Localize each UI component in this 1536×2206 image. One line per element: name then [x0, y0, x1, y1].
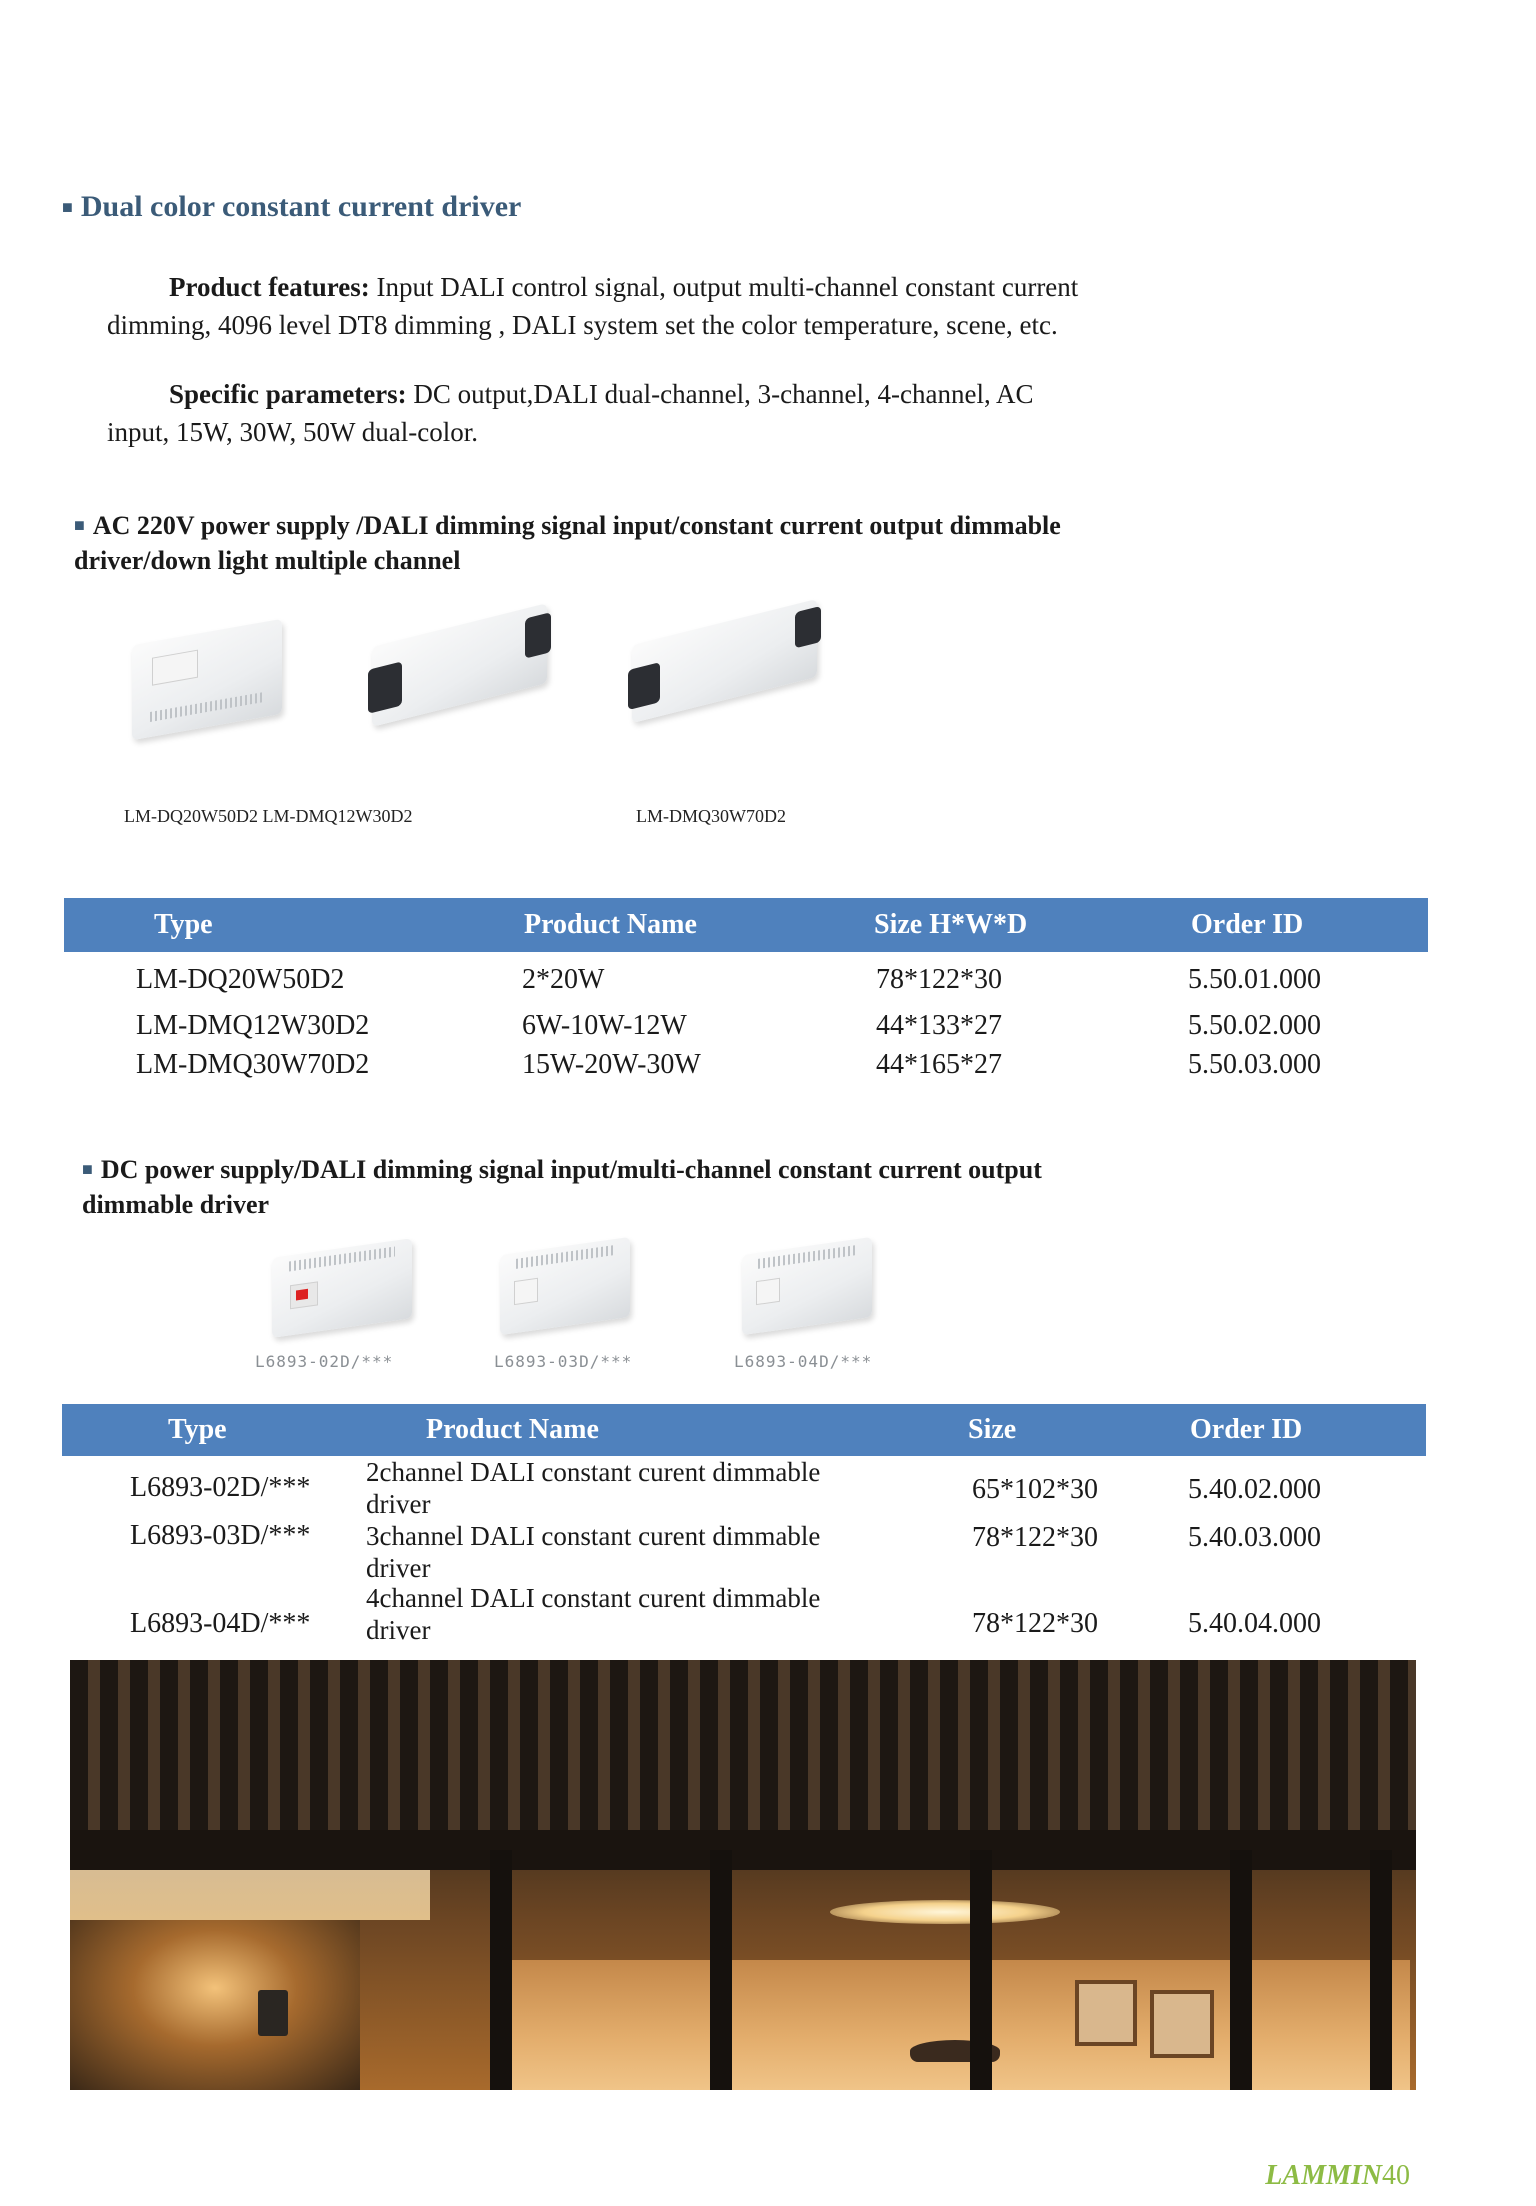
type-cell: LM-DMQ12W30D2	[136, 1010, 370, 1041]
column-header: Size H*W*D	[874, 909, 1028, 940]
square-bullet-icon: ■	[62, 197, 73, 217]
square-bullet-icon: ■	[82, 1159, 93, 1179]
parameters-text-line2: input, 15W, 30W, 50W dual-color.	[107, 417, 478, 447]
type-cell: L6893-03D/***	[130, 1520, 311, 1551]
brand-name: LAMMIN	[1265, 2160, 1382, 2191]
column-header: Order ID	[1191, 909, 1304, 940]
product-image-lm-dq20w50d2	[132, 619, 282, 740]
product-caption: LM-DQ20W50D2 LM-DMQ12W30D2	[124, 806, 413, 826]
product-name-cell: 2*20W	[522, 964, 605, 995]
ac-table-header	[64, 898, 1428, 952]
column-header: Product Name	[426, 1414, 599, 1445]
size-cell: 78*122*30	[876, 964, 1002, 995]
features-text-line2: dimming, 4096 level DT8 dimming , DALI system set the color temperature, scene, etc.	[107, 310, 1058, 340]
order-id-cell: 5.50.03.000	[1188, 1049, 1321, 1080]
parameters-text: DC output,DALI dual-channel, 3-channel, 4-channel, AC	[406, 379, 1034, 409]
product-name-cell: 2channel DALI constant curent dimmable driver	[366, 1457, 821, 1519]
product-name-cell: 6W-10W-12W	[522, 1010, 687, 1041]
product-name-cell: 3channel DALI constant curent dimmable driver	[366, 1521, 821, 1583]
column-header: Order ID	[1190, 1414, 1303, 1445]
column-header: Product Name	[524, 909, 697, 940]
dc-table-header	[62, 1404, 1426, 1456]
order-id-cell: 5.40.03.000	[1188, 1522, 1321, 1553]
type-cell: LM-DQ20W50D2	[136, 964, 345, 995]
column-header: Type	[154, 909, 213, 940]
features-label: Product features:	[169, 272, 370, 302]
ac-section-heading: ■ AC 220V power supply /DALI dimming signal input/constant current output dimmable driver/down light multiple channel	[74, 511, 1061, 575]
type-cell: LM-DMQ30W70D2	[136, 1049, 370, 1080]
product-image-l6893-02d	[272, 1238, 412, 1338]
size-cell: 44*165*27	[876, 1049, 1002, 1080]
order-id-cell: 5.40.04.000	[1188, 1608, 1321, 1639]
square-bullet-icon: ■	[74, 515, 85, 535]
column-header: Type	[168, 1414, 227, 1445]
product-caption: L6893-02D/***	[255, 1352, 394, 1371]
product-image-lm-dmq12w30d2	[372, 603, 547, 727]
product-caption: L6893-04D/***	[734, 1352, 873, 1371]
dc-section-heading: ■ DC power supply/DALI dimming signal input/multi-channel constant current output dimmable driver	[82, 1155, 1042, 1219]
product-image-l6893-03d	[500, 1237, 630, 1335]
order-id-cell: 5.50.02.000	[1188, 1010, 1321, 1041]
parameters-label: Specific parameters:	[169, 379, 407, 409]
page-footer	[1265, 2160, 1410, 2192]
order-id-cell: 5.40.02.000	[1188, 1474, 1321, 1505]
section-title: ■ Dual color constant current driver	[62, 190, 522, 223]
product-image-l6893-04d	[742, 1237, 872, 1335]
product-image-lm-dmq30w70d2	[632, 599, 817, 723]
dc-table-body	[0, 1456, 1536, 1642]
product-name-cell: 15W-20W-30W	[522, 1049, 701, 1080]
features-text: Input DALI control signal, output multi-channel constant current	[369, 272, 1079, 302]
size-cell: 78*122*30	[972, 1522, 1098, 1553]
order-id-cell: 5.50.01.000	[1188, 964, 1321, 995]
size-cell: 44*133*27	[876, 1010, 1002, 1041]
product-name-cell: 4channel DALI constant curent dimmable driver	[366, 1583, 821, 1642]
size-cell: 65*102*30	[972, 1474, 1098, 1505]
product-caption: LM-DMQ30W70D2	[636, 806, 786, 826]
type-cell: L6893-04D/***	[130, 1608, 311, 1639]
size-cell: 78*122*30	[972, 1608, 1098, 1639]
parameters-paragraph	[107, 375, 1207, 451]
product-caption: L6893-03D/***	[494, 1352, 633, 1371]
page-number: 40	[1382, 2160, 1410, 2191]
scene-photo	[70, 1660, 1416, 2090]
wall-lamp-image	[258, 1990, 288, 2036]
type-cell: L6893-02D/***	[130, 1472, 311, 1503]
features-paragraph	[107, 268, 1207, 344]
column-header: Size	[968, 1414, 1017, 1445]
